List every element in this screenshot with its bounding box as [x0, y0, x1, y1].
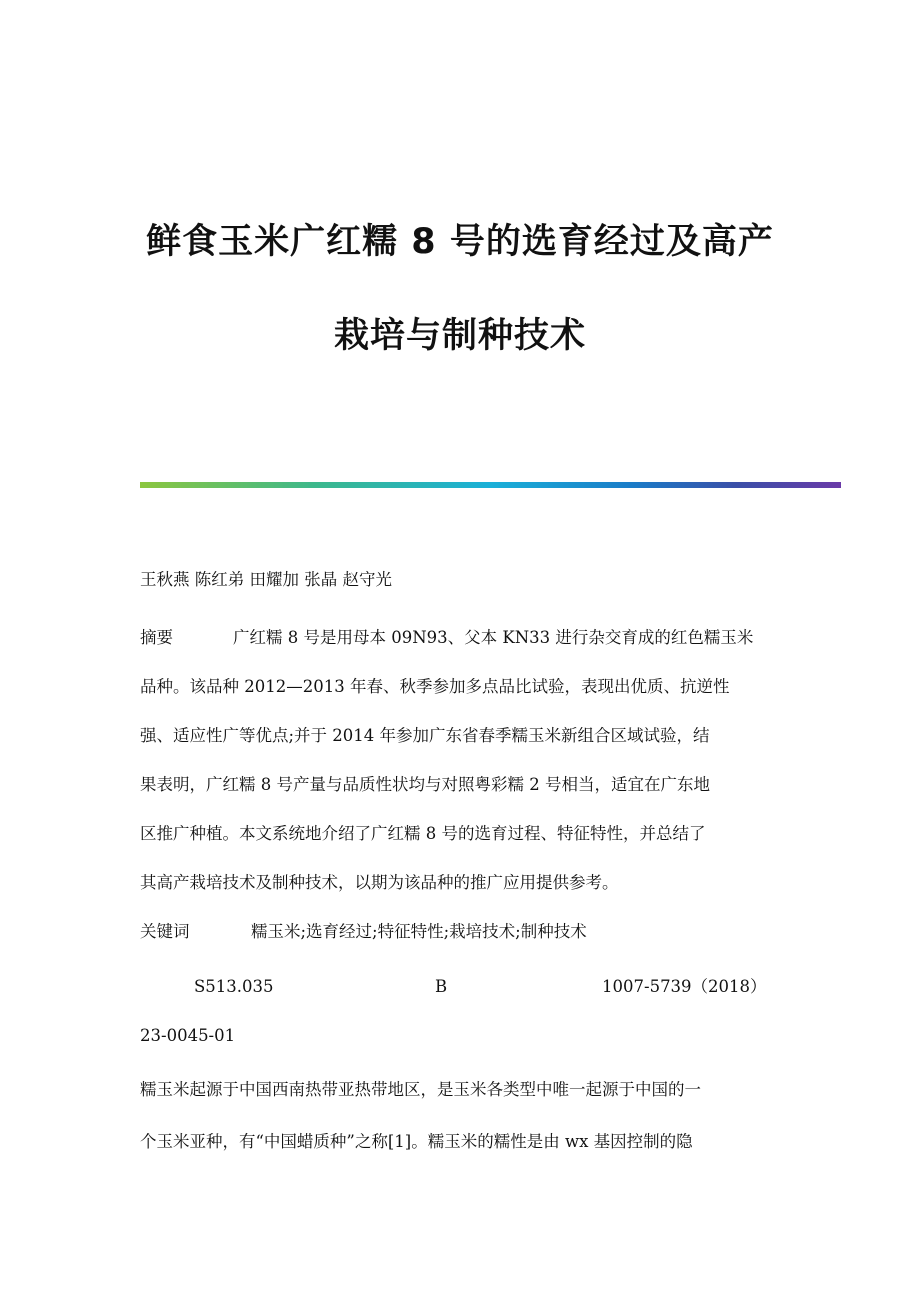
document-code: B — [435, 977, 448, 996]
clc-number: S513.035 — [194, 977, 274, 996]
abstract-line-5: 区推广种植。本文系统地介绍了广红糯 8 号的选育过程、特征特性，并总结了 — [140, 824, 706, 843]
abstract-line-2: 品种。该品种 2012—2013 年春、秋季参加多点品比试验，表现出优质、抗逆性 — [140, 677, 730, 696]
authors: 王秋燕 陈红弟 田耀加 张晶 赵守光 — [140, 570, 392, 589]
body-line-2: 个玉米亚种，有“中国蜡质种”之称[1]。糯玉米的糯性是由 wx 基因控制的隐 — [140, 1132, 693, 1151]
abstract-text-1: 广红糯 8 号是用母本 09N93、父本 KN33 进行杂交育成的红色糯玉米 — [233, 628, 754, 647]
abstract-line-1 — [140, 613, 780, 662]
issn-number: 1007-5739（2018） — [602, 977, 767, 996]
classification-row — [140, 962, 780, 1011]
body-paragraph — [140, 1065, 780, 1169]
abstract-label: 摘要 — [140, 628, 173, 647]
keywords-label: 关键词 — [140, 922, 190, 941]
abstract-line-3: 强、适应性广等优点;并于 2014 年参加广东省春季糯玉米新组合区域试验，结 — [140, 726, 710, 745]
abstract — [140, 613, 780, 907]
title-line-1: 鲜食玉米广红糯 8 号的选育经过及高产 — [146, 222, 774, 262]
abstract-line-4: 果表明，广红糯 8 号产量与品质性状均与对照粤彩糯 2 号相当，适宜在广东地 — [140, 775, 710, 794]
abstract-line-6: 其高产栽培技术及制种技术，以期为该品种的推广应用提供参考。 — [140, 873, 619, 892]
body-line-1: 糯玉米起源于中国西南热带亚热带地区，是玉米各类型中唯一起源于中国的一 — [140, 1080, 701, 1099]
gradient-divider — [140, 482, 841, 488]
article-id: 23-0045-01 — [140, 1026, 236, 1045]
title-line-2: 栽培与制种技术 — [333, 316, 586, 356]
keywords-value: 糯玉米;选育经过;特征特性;栽培技术;制种技术 — [251, 922, 587, 941]
keywords — [140, 907, 780, 956]
